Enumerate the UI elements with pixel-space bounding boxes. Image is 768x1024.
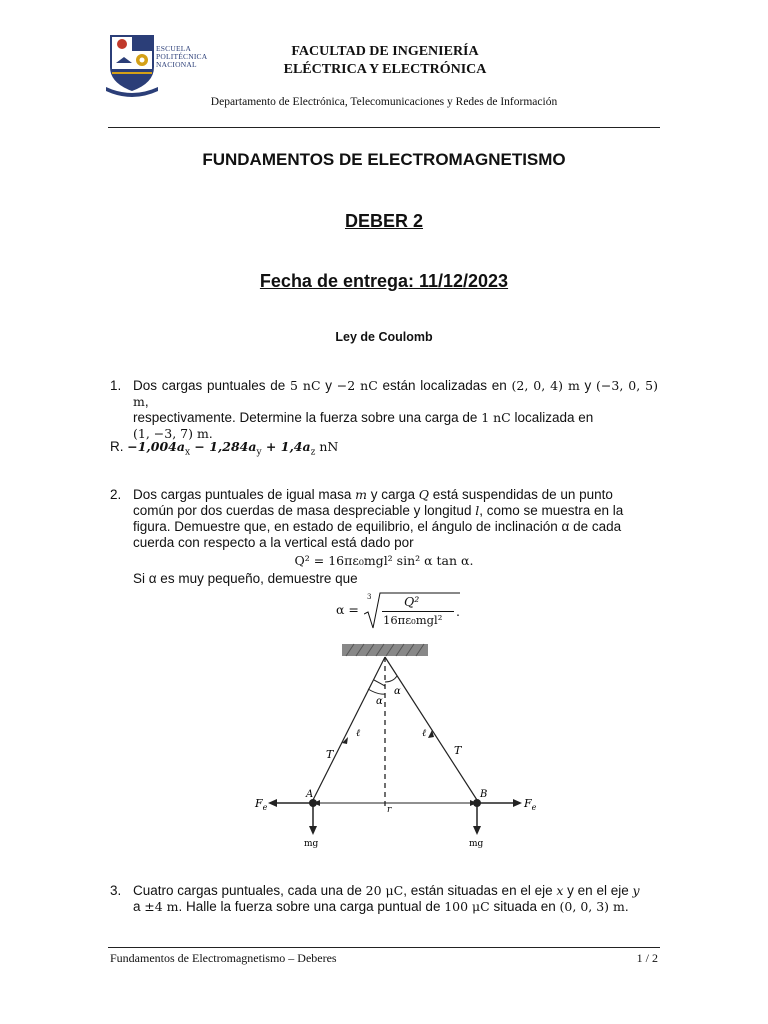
force-symbol: F	[255, 797, 263, 810]
answer-unit: nN	[315, 439, 339, 454]
text-run: respectivamente. Determine la fuerza sobre una carga de	[133, 410, 482, 425]
text-run: y carga	[367, 487, 419, 502]
problem-text	[133, 378, 658, 442]
ceiling	[342, 644, 428, 656]
point-value: (0, 0, 3) m	[559, 899, 625, 914]
answer-term: + 1,4a	[261, 439, 311, 454]
text-run: y en el eje	[563, 883, 633, 898]
alpha-left: α	[376, 696, 383, 707]
position-1: (2, 0, 4) m	[511, 378, 580, 393]
text-run: , están situadas en el eje	[403, 883, 557, 898]
force-left	[254, 797, 268, 812]
position-value: ±4 m	[144, 899, 179, 914]
text-run: cuerda con respecto a la vertical está dado por	[133, 535, 414, 550]
equation-lhs: α =	[336, 602, 359, 617]
symbol-q: Q	[418, 487, 430, 502]
text-run: y	[579, 378, 597, 393]
text-run: localizada en	[510, 410, 594, 425]
problem-number: 3.	[110, 883, 122, 898]
problem-3	[110, 883, 658, 917]
equation-1	[0, 552, 768, 570]
problem-text	[133, 883, 658, 915]
answer-term: − 1,284a	[190, 439, 257, 454]
length-right: ℓ	[422, 728, 427, 739]
charge-value-2: 100 μC	[444, 899, 490, 914]
problem-2	[110, 487, 658, 557]
tension-left: T	[326, 748, 334, 761]
answer-1	[110, 439, 338, 461]
text-run: Dos cargas puntuales de igual masa	[133, 487, 356, 502]
section-title: Ley de Coulomb	[335, 330, 433, 344]
faculty-line-2: ELÉCTRICA Y ELECTRÓNICA	[283, 62, 487, 77]
length-left: ℓ	[356, 728, 361, 739]
problem-1	[110, 378, 658, 441]
text-run: está suspendidas de un punto	[429, 487, 613, 502]
label-a: A	[306, 789, 314, 800]
text-run: Cuatro cargas puntuales, cada una de	[133, 883, 366, 898]
separation-r: r	[387, 805, 392, 815]
text-run: , como se muestra en la	[479, 503, 624, 518]
symbol-l: l	[475, 503, 480, 518]
answer-sub: z	[310, 447, 316, 458]
answer-value	[127, 439, 339, 458]
homework-title: DEBER 2	[344, 211, 424, 231]
page-number: 1 / 2	[636, 951, 658, 965]
charge-1: 5 nC	[290, 378, 321, 393]
text-run: común por dos cuerdas de masa despreciable y longitud	[133, 503, 476, 518]
answer-label: R.	[110, 439, 124, 454]
text-run: Dos cargas puntuales de	[133, 378, 291, 393]
text-run: figura. Demuestre que, en estado de equilibrio, el ángulo de inclinación α de cada	[133, 519, 622, 534]
department-heading: Departamento de Electrónica, Telecomunicaciones y Redes de Información	[210, 96, 558, 108]
root-index: 3	[367, 593, 372, 601]
text-run: situada en	[489, 899, 560, 914]
logo-line-2: POLITÉCNICA	[156, 52, 208, 61]
charge-3: 1 nC	[481, 410, 511, 425]
text-run: .	[208, 426, 213, 441]
text-run: y	[320, 378, 337, 393]
axis-x: x	[556, 883, 564, 898]
course-title: FUNDAMENTOS DE ELECTROMAGNETISMO	[202, 150, 566, 169]
faculty-heading	[170, 43, 600, 79]
problem-number: 2.	[110, 487, 122, 502]
logo-line-3: NACIONAL	[156, 60, 197, 69]
tension-right: T	[454, 744, 462, 757]
label-b: B	[480, 789, 488, 800]
pendulum-figure	[250, 640, 540, 855]
weight-left: mg	[304, 839, 319, 849]
text-run: .	[624, 899, 629, 914]
axis-y: y	[632, 883, 640, 898]
force-subscript: e	[262, 803, 268, 812]
charge-2: −2 nC	[336, 378, 378, 393]
header-divider	[108, 127, 660, 128]
alpha-right: α	[394, 686, 401, 697]
force-subscript: e	[531, 803, 537, 812]
equation-end: .	[456, 604, 460, 619]
text-run: . Halle la fuerza sobre una carga puntual de	[178, 899, 445, 914]
fraction-bar	[382, 611, 454, 612]
faculty-line-1: FACULTAD DE INGENIERÍA	[291, 44, 479, 59]
charge-value: 20 μC	[365, 883, 404, 898]
position-3: (1, −3, 7) m	[133, 426, 209, 441]
logo-line-1: ESCUELA	[156, 44, 192, 53]
due-date: Fecha de entrega: 11/12/2023	[259, 271, 509, 291]
text-run: ,	[144, 394, 149, 409]
footer-divider	[108, 947, 660, 948]
force-symbol: F	[524, 797, 532, 810]
equation-text: Q² = 16πε₀mgl² sin² α tan α.	[294, 553, 474, 568]
fraction-denominator: 16πε₀mgl²	[383, 613, 443, 627]
footer-title: Fundamentos de Electromagnetismo – Deberes	[110, 951, 337, 965]
position-2: (−3, 0, 5) m	[133, 378, 658, 409]
fraction-numerator: Q²	[404, 594, 420, 609]
string-right	[385, 657, 477, 800]
symbol-m: m	[355, 487, 367, 502]
answer-sub: x	[184, 447, 191, 458]
equation-2	[336, 590, 466, 632]
weight-right: mg	[469, 839, 484, 849]
force-right	[523, 797, 537, 812]
problem-text	[133, 487, 658, 551]
problem-2-small-angle: Si α es muy pequeño, demuestre que	[133, 571, 358, 586]
string-left	[313, 657, 385, 800]
text-run: están localizadas en	[377, 378, 512, 393]
text-run: a	[133, 899, 145, 914]
problem-number: 1.	[110, 378, 122, 393]
answer-term: −1,004a	[127, 439, 185, 454]
answer-sub: y	[256, 447, 262, 458]
